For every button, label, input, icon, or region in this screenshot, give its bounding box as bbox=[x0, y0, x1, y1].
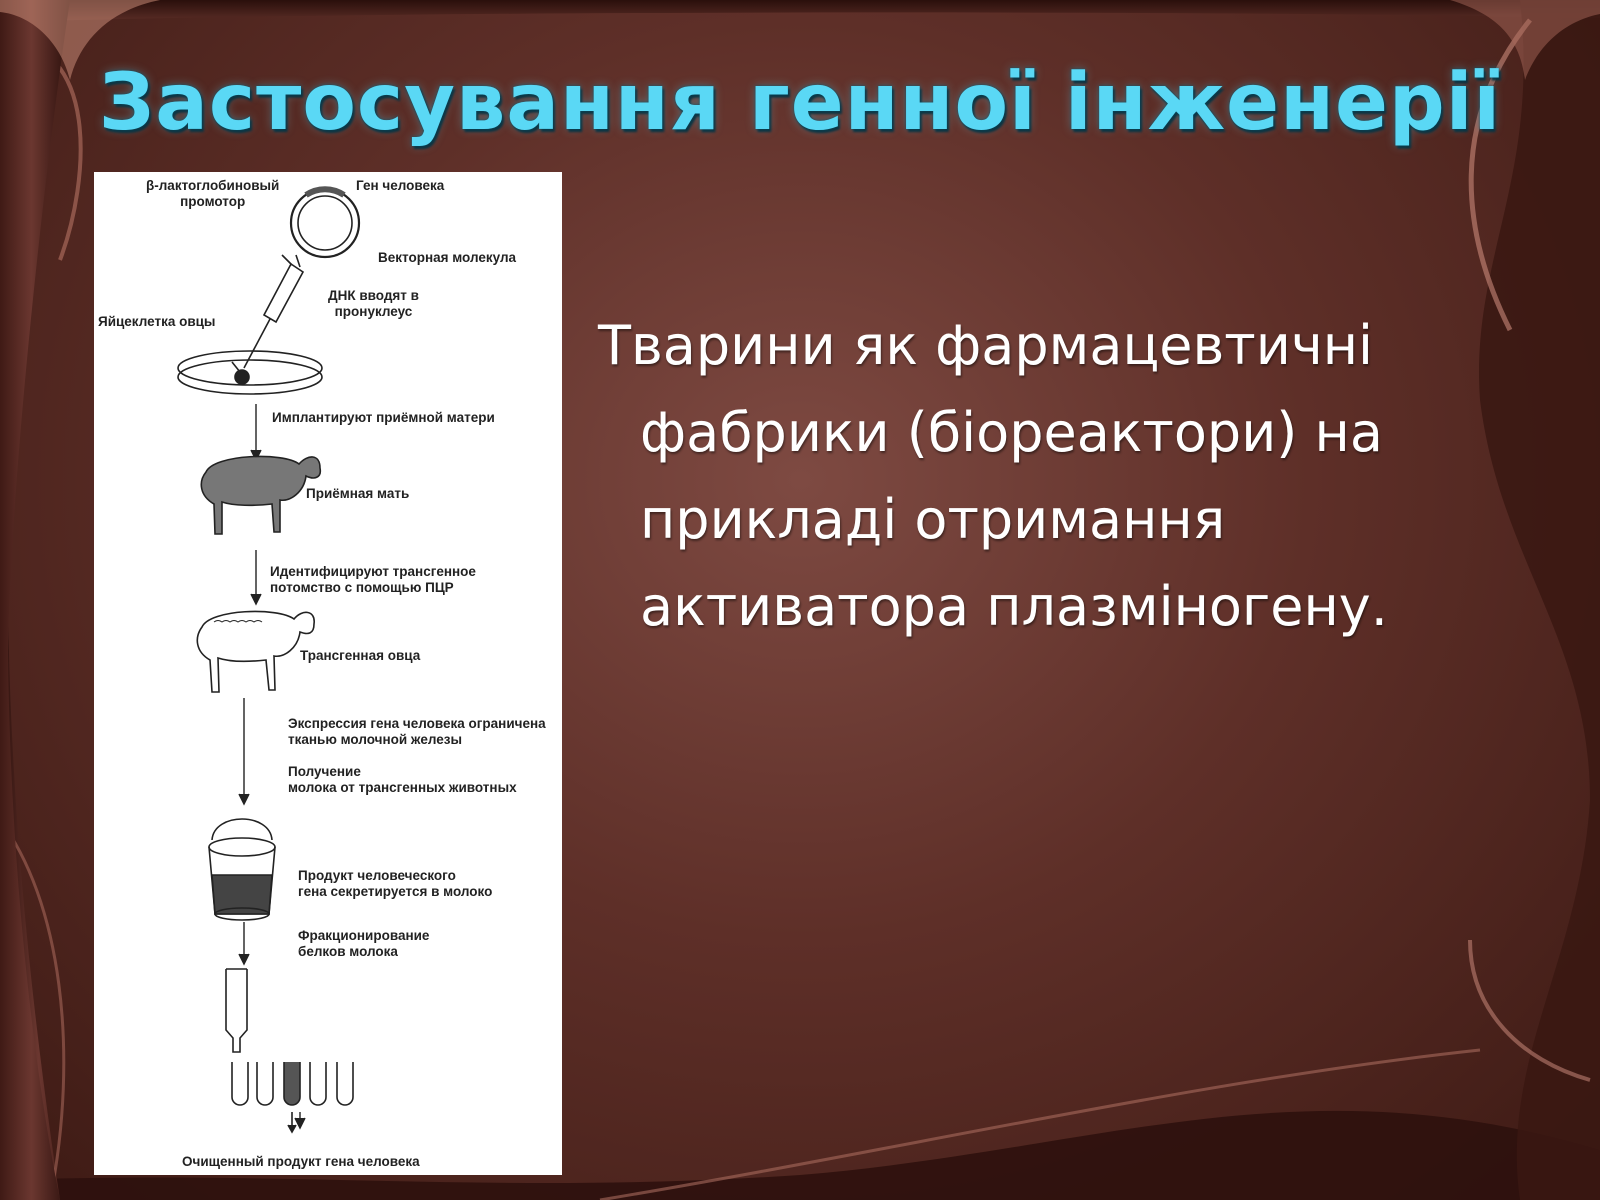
plasmid-icon bbox=[291, 189, 359, 257]
sheep-icon bbox=[201, 456, 320, 534]
test-tubes-icon bbox=[232, 1062, 353, 1132]
bucket-icon bbox=[209, 819, 275, 920]
sheep-icon bbox=[197, 611, 314, 692]
slide-body-text bbox=[598, 302, 1498, 650]
label-expression: Экспрессия гена человека ограничена тканью молочной железы bbox=[288, 716, 546, 747]
body-line: прикладі отримання bbox=[640, 488, 1226, 551]
label-identify: Идентифицируют трансгенное потомство с помощью ПЦР bbox=[270, 564, 476, 595]
label-purified: Очищенный продукт гена человека bbox=[182, 1154, 420, 1169]
label-milk: Получение молока от трансгенных животных bbox=[288, 764, 517, 795]
body-line: фабрики (біореактори) на bbox=[640, 401, 1383, 464]
label-surrogate: Приёмная мать bbox=[306, 486, 410, 501]
label-human-gene: Ген человека bbox=[356, 178, 445, 193]
label-vector: Векторная молекула bbox=[378, 250, 517, 265]
diagram-panel bbox=[94, 172, 562, 1175]
label-promoter: β-лактоглобиновый промотор bbox=[146, 178, 280, 209]
label-egg-cell: Яйцеклетка овцы bbox=[98, 314, 216, 329]
label-secretion: Продукт человеческого гена секретируется в молоко bbox=[298, 868, 493, 899]
slide-title: Застосування генної інженерії bbox=[98, 58, 1502, 148]
body-line: Тварини як фармацевтичні bbox=[598, 314, 1374, 377]
label-transgenic-sheep: Трансгенная овца bbox=[300, 648, 421, 663]
pipette-icon bbox=[226, 969, 247, 1052]
label-fractionation: Фракционирование белков молока bbox=[298, 928, 430, 959]
body-line: активатора плазміногену. bbox=[640, 575, 1388, 638]
label-implant: Имплантируют приёмной матери bbox=[272, 410, 495, 425]
label-dna-injection: ДНК вводят в пронуклеус bbox=[328, 288, 419, 319]
